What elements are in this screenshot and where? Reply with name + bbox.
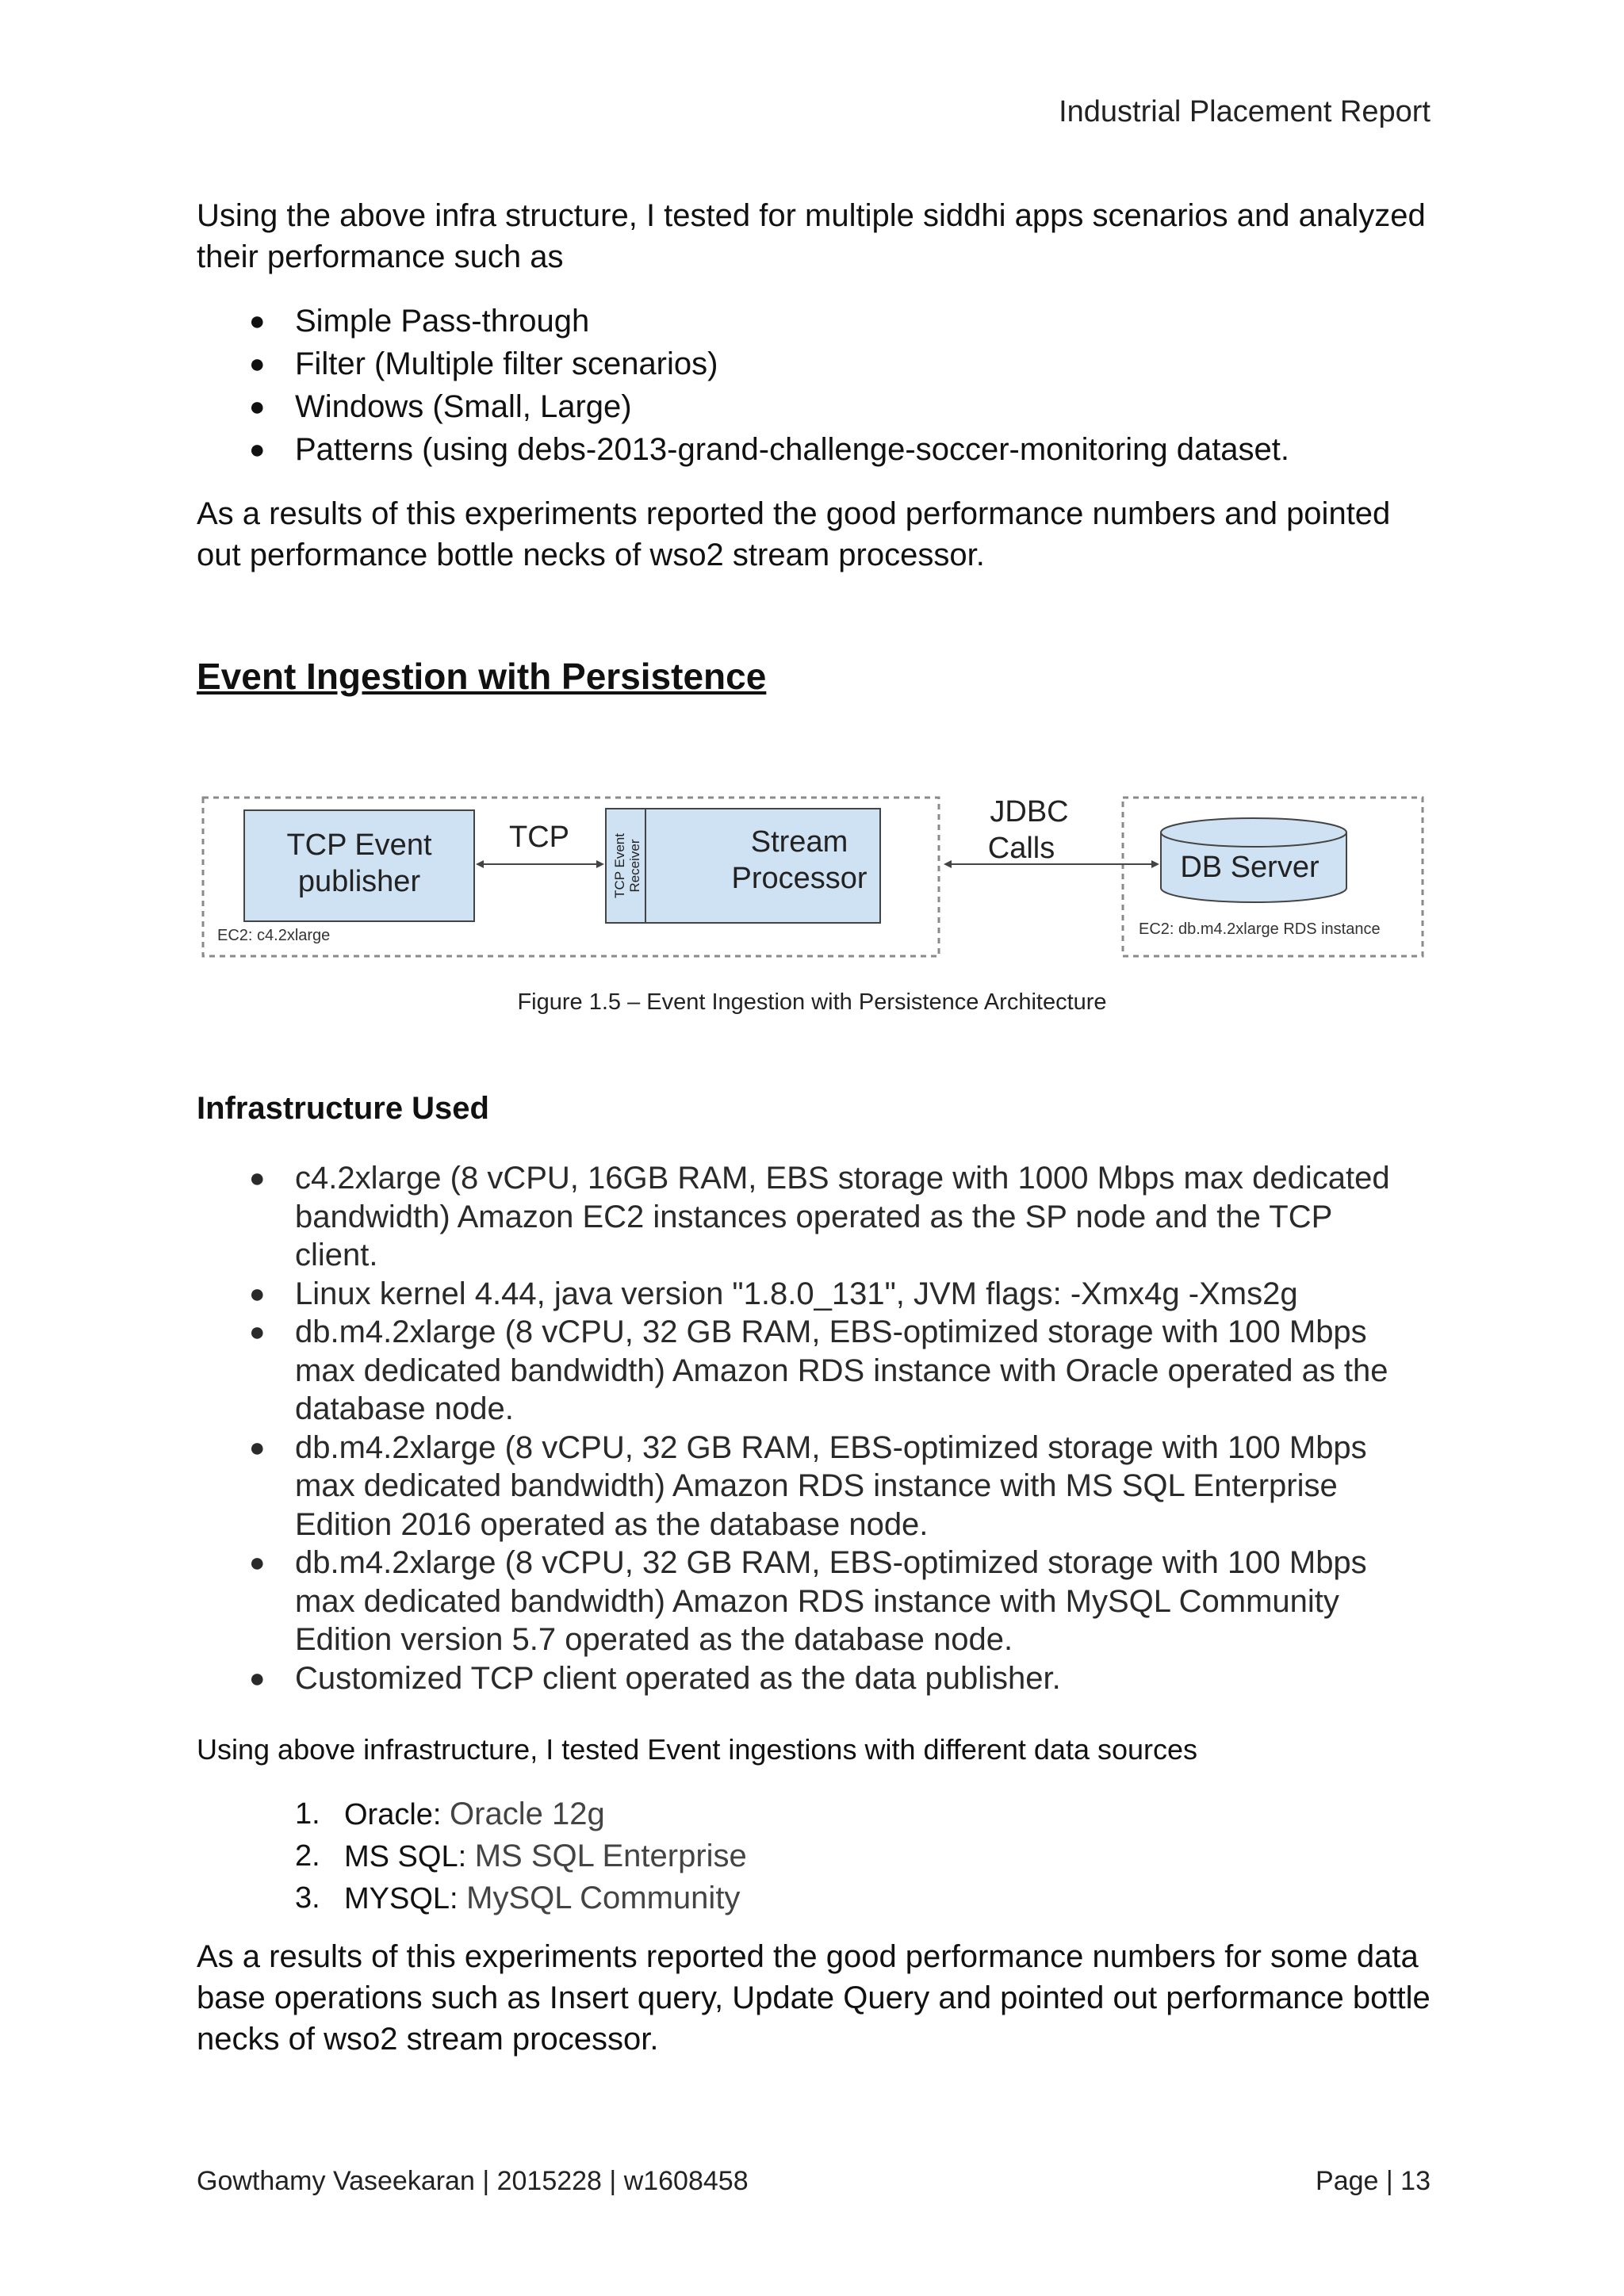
list-item: 3. MYSQL: MySQL Community: [295, 1881, 741, 1915]
bullet-icon: ●: [249, 349, 266, 379]
bullet-icon: ●: [249, 392, 266, 422]
list-item: ● Filter (Multiple filter scenarios): [197, 342, 1434, 385]
footer-author: Gowthamy Vaseekaran | 2015228 | w1608458: [197, 2166, 749, 2196]
list-item: ● Patterns (using debs-2013-grand-challenge-soccer-monitoring dataset.: [197, 428, 1434, 471]
db-instance-label: EC2: db.m4.2xlarge RDS instance: [1139, 920, 1381, 938]
publisher-instance-label: EC2: c4.2xlarge: [217, 927, 331, 944]
publisher-label-1: TCP Event: [286, 828, 432, 862]
bullet-icon: ●: [249, 1163, 266, 1193]
jdbc-label-2: Calls: [987, 832, 1055, 865]
receiver-label-1: TCP Event: [612, 833, 627, 898]
bullet-icon: ●: [249, 1663, 266, 1693]
scenario-list: [197, 300, 1434, 471]
intro-conclusion: As a results of this experiments reported the good performance numbers and pointed out performance bottle necks of wso2 stream processor.: [197, 496, 1391, 572]
bullet-icon: ●: [249, 1548, 266, 1578]
tcp-arrow-right-head-icon: [596, 860, 604, 868]
tcp-arrow-left-head-icon: [476, 860, 484, 868]
list-item: 2. MS SQL: MS SQL Enterprise: [295, 1839, 747, 1873]
datasource-list: [197, 1793, 747, 1919]
bullet-icon: ●: [249, 434, 266, 465]
list-item: ● Linux kernel 4.44, java version "1.8.0_131", JVM flags: -Xmx4g -Xms2g: [197, 1275, 1450, 1314]
section-heading: Event Ingestion with Persistence: [197, 656, 767, 697]
list-item: ● db.m4.2xlarge (8 vCPU, 32 GB RAM, EBS-optimized storage with 100 Mbps max dedicated bandwidth) Amazon RDS instance with Oracle operated as the database node.: [249, 1314, 1388, 1426]
list-item: ● Simple Pass-through: [197, 300, 1434, 342]
page-header-title: Industrial Placement Report: [1059, 95, 1431, 128]
architecture-diagram: [198, 785, 1427, 967]
tcp-label: TCP: [509, 821, 569, 854]
list-item: 1. Oracle: Oracle 12g: [295, 1797, 605, 1831]
list-item: ● db.m4.2xlarge (8 vCPU, 32 GB RAM, EBS-optimized storage with 100 Mbps max dedicated bandwidth) Amazon RDS instance with MS SQL Enterprise Edition 2016 operated as the database node.: [249, 1429, 1367, 1542]
list-item: ● Customized TCP client operated as the data publisher.: [197, 1659, 1450, 1698]
bullet-icon: ●: [249, 1432, 266, 1463]
jdbc-arrow-left-head-icon: [944, 860, 952, 868]
db-server-label: DB Server: [1180, 851, 1320, 884]
footer-page-number: Page | 13: [1316, 2166, 1431, 2196]
jdbc-label-1: JDBC: [990, 795, 1069, 828]
bullet-icon: ●: [249, 1317, 266, 1347]
intro-paragraph: Using the above infra structure, I tested for multiple siddhi apps scenarios and analyzed their performance such as: [197, 198, 1426, 274]
infrastructure-heading: Infrastructure Used: [197, 1091, 489, 1126]
figure-caption: Figure 1.5 – Event Ingestion with Persistence Architecture: [517, 989, 1107, 1015]
closing-paragraph: As a results of this experiments reported the good performance numbers for some data base operations such as Insert query, Update Query and pointed out performance bottle necks of wso2 stream processor.: [197, 1939, 1431, 2057]
list-item: ● Windows (Small, Large): [197, 385, 1434, 428]
jdbc-arrow-right-head-icon: [1151, 860, 1159, 868]
processor-label-1: Stream: [750, 825, 848, 859]
list-item: ● db.m4.2xlarge (8 vCPU, 32 GB RAM, EBS-optimized storage with 100 Mbps max dedicated bandwidth) Amazon RDS instance with MySQL Community Edition version 5.7 operated as the database node.: [249, 1545, 1367, 1657]
infrastructure-list: [197, 1159, 1450, 1697]
list-item: ● c4.2xlarge (8 vCPU, 16GB RAM, EBS storage with 1000 Mbps max dedicated bandwidth) Amazon EC2 instances operated as the SP node and the TCP client.: [249, 1161, 1390, 1272]
receiver-label-2: Receiver: [627, 839, 642, 893]
bullet-icon: ●: [249, 306, 266, 336]
datasources-paragraph: Using above infrastructure, I tested Event ingestions with different data sources: [197, 1733, 1198, 1766]
processor-label-2: Processor: [731, 862, 868, 895]
bullet-icon: ●: [249, 1278, 266, 1309]
publisher-label-2: publisher: [297, 865, 421, 898]
